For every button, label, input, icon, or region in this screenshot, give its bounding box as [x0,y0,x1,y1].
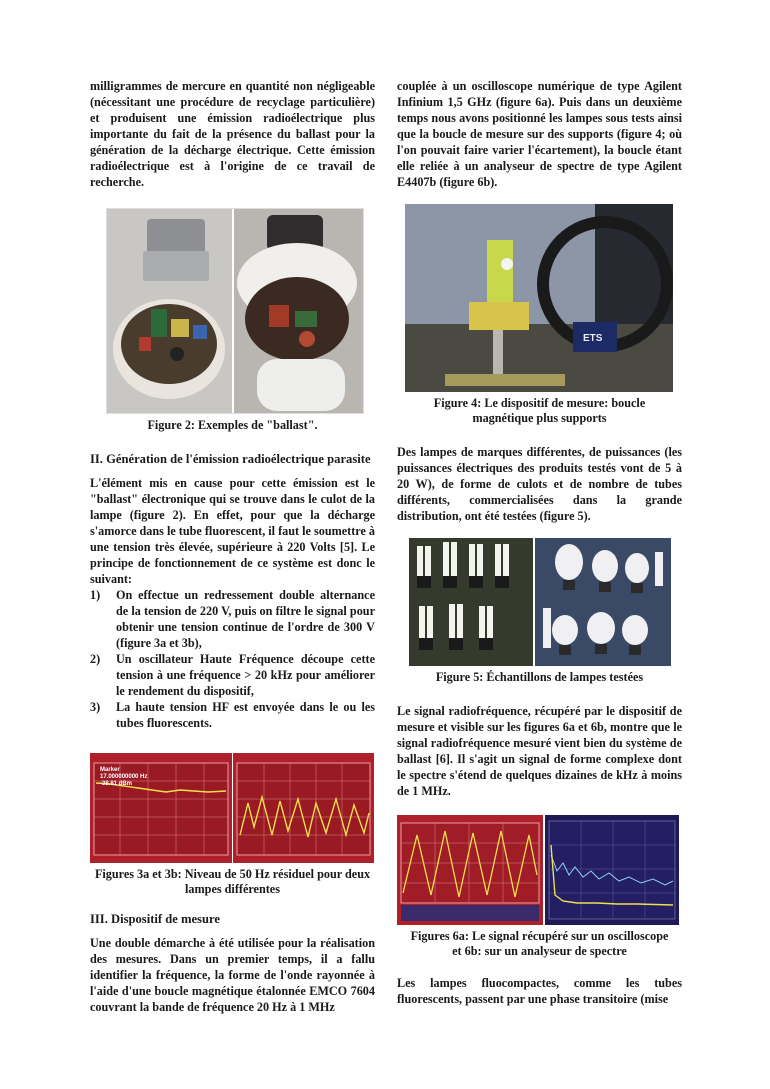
figure-4-caption: Figure 4: Le dispositif de mesure: boucle magnétique plus supports [433,396,646,425]
figure-5-caption: Figure 5: Échantillons de lampes testées [435,670,644,684]
step-text: Un oscillateur Haute Fréquence découpe cette tension à une fréquence > 20 kHz pour améliorer le rendement du dispositif, [116,652,375,698]
step-number: 3) [90,700,101,714]
step-text: On effectue un redressement double alternance de la tension de 220 V, puis on filtre le signal pour obtenir une tension continue de l'ordre de 300 V (figure 3a et 3b), [116,588,375,650]
list-item [90,699,375,731]
left-column [90,78,375,1015]
residual-50hz-screens [90,753,374,863]
signal-paragraph: Le signal radiofréquence, récupéré par le dispositif de mesure et visible sur les figures 6a et 6b, montre que le signal radiofréquence mesuré vient bien du système de ballast [6]. Il s'agit un signal de forme complexe dont le spectre s'étend de quelques dizaines de kHz à moins de 1 MHz. [397,704,682,798]
ets-label: ETS [583,333,603,344]
figure-6-screens [397,815,679,925]
figure-3 [90,753,375,897]
ballast-steps-list [90,587,375,731]
signal-screens [397,815,679,925]
figure-3-caption: Figures 3a et 3b: Niveau de 50 Hz résiduel pour deux lampes différentes [94,867,371,896]
closing-paragraph: Les lampes fluocompactes, comme les tubes fluorescents, passent par une phase transitoire (mise [397,976,682,1006]
ballast-photos-image [107,209,363,413]
figure-5-photo [409,538,671,666]
right-intro-paragraph: couplée à un oscilloscope numérique de type Agilent Infinium 1,5 GHz (figure 6a). Puis dans un deuxième temps nous avons positionné les lampes sous tests ainsi que la boucle de mesure sur des supports (figure 4; où l'on pouvait faire varier l'écartement), la boucle étant elle reliée à un analyseur de spectre de type Agilent E4407b (figure 6b). [397,79,682,189]
step-number: 1) [90,588,101,602]
lamp-samples-image [409,538,671,666]
figure-3-screens [90,753,374,863]
section-2-paragraph: L'élément mis en cause pour cette émission est le "ballast" électronique qui se trouve dans le culot de la lampe (figure 2). En effet, pour que la décharge s'amorce dans le tube fluorescent, il faut le soumettre à une tension très élevée, supérieure à 220 Volts [5]. Le principe de fonctionnement de ce système est donc le suivant: [90,476,376,586]
left-intro-paragraph: milligrammes de mercure en quantité non négligeable (nécessitant une procédure de recyclage particulière) et produisent une émission radioélectrique plus importante du fait de la présence du ballast pour la génération de la décharge électrique. Cette émission radioélectrique est à l'origine de ce travail de recherche. [90,79,375,189]
section-3-heading: III. Dispositif de mesure [90,912,220,926]
measurement-setup-image [405,204,673,392]
figure-2-photos [106,208,364,414]
figure-6-caption: Figures 6a: Le signal récupéré sur un oscilloscope et 6b: sur un analyseur de spectre [410,929,669,958]
figure-2-caption: Figure 2: Exemples de "ballast". [147,418,318,432]
marker-level: -38.81 dBm [100,781,133,787]
figure-5 [397,538,682,685]
marker-frequency: 17.000000000 Hz [100,774,148,780]
lamps-paragraph: Des lampes de marques différentes, de puissances (les puissances électriques des produits testés vont de 5 à 20 W), de forme de culots et de nombre de tubes différents, commercialisées dans la grande distribution, ont été testées (figure 5). [397,445,682,523]
section-3-paragraph: Une double démarche à été utilisée pour la réalisation des mesures. Dans un premier temps, il a fallu identifier la fréquence, la forme de l'onde rayonnée à l'aide d'une boucle magnétique étalonnée EMCO 7604 couvrant la bande de fréquence 20 Hz à 1 MHz [90,936,375,1014]
section-2-heading: II. Génération de l'émission radioélectrique parasite [90,452,371,466]
step-text: La haute tension HF est envoyée dans le ou les tubes fluorescents. [116,700,375,730]
figure-4 [397,204,682,426]
list-item [90,587,375,651]
list-item [90,651,375,699]
marker-label: Marker [100,767,120,773]
figure-6 [397,815,682,959]
figure-4-photo [405,204,673,392]
right-column [397,78,682,1007]
figure-2 [90,208,375,433]
step-number: 2) [90,652,101,666]
